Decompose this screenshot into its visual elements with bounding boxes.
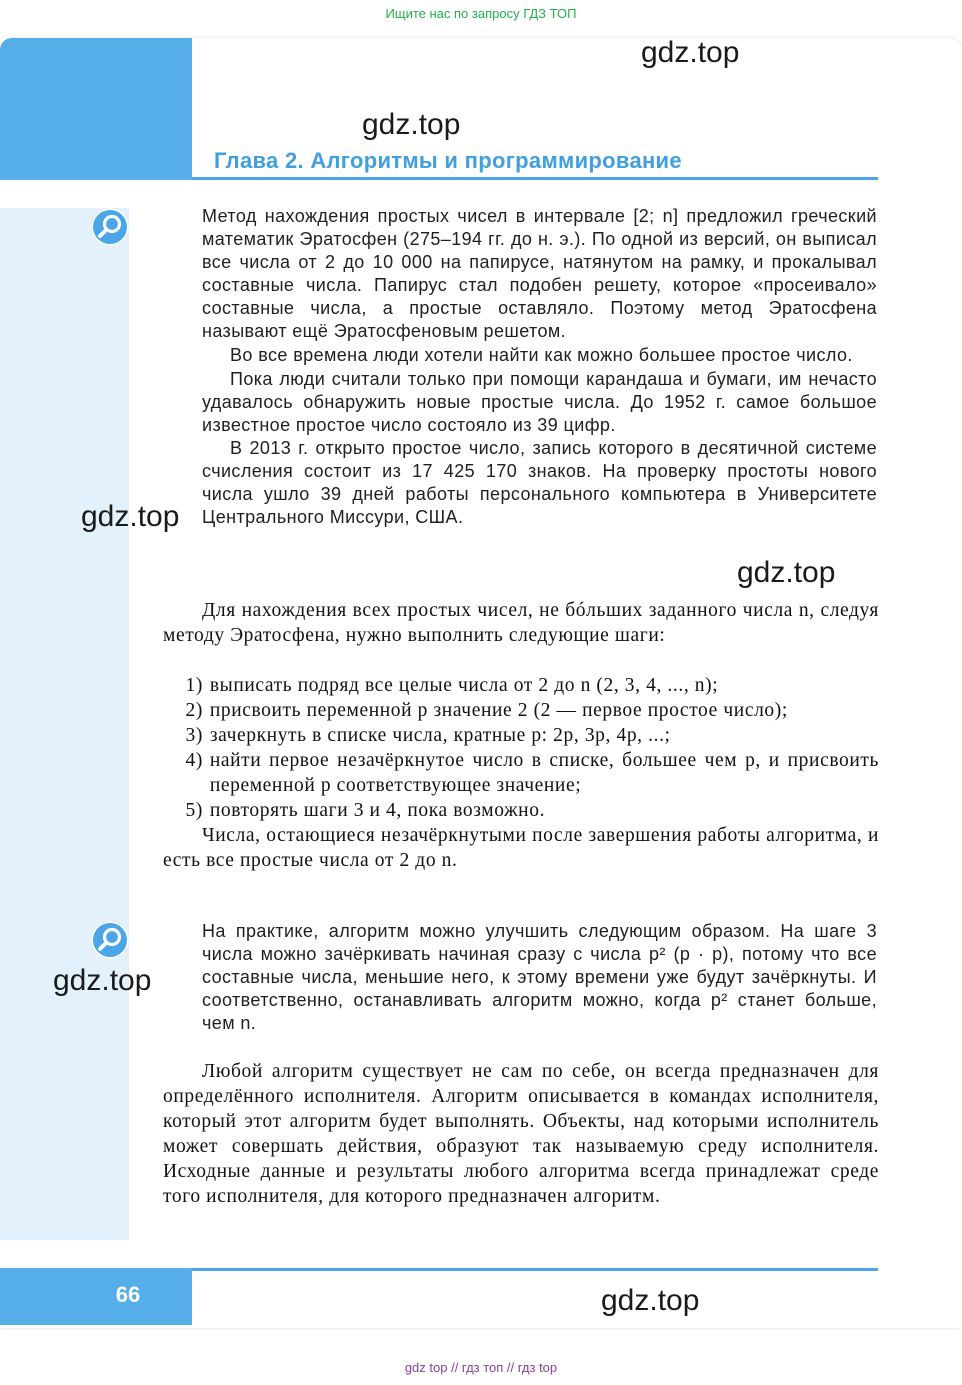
watermark: gdz.top <box>53 964 152 997</box>
algorithm-steps <box>163 673 879 873</box>
header-color-block <box>0 38 192 180</box>
list-item: 5) повторять шаги 3 и 4, пока возможно. <box>185 800 546 821</box>
body-paragraph: Числа, остающиеся незачёркнутыми после завершения работы алгоритма, и есть все простые числа от 2 до n. <box>163 825 879 871</box>
list-item: 2) присвоить переменной p значение 2 (2 — первое простое число); <box>185 700 788 721</box>
note-paragraph: Пока люди считали только при помощи карандаша и бумаги, им нечасто удавалось обнаружить новые простые числа. До 1952 г. самое большое известное простое число состояло из 39 цифр. <box>202 369 877 435</box>
body-paragraph: Любой алгоритм существует не сам по себе, он всегда предназначен для определённого исполнителя. Алгоритм описывается в командах исполнителя, который этот алгоритм будет выполнять. Объекты, над которыми исполнитель может совершать действия, образуют так называемую среду исполнителя. Исходные данные и результаты любого алгоритма всегда принадлежат среде того исполнителя, для которого предназначен алгоритм. <box>163 1061 879 1207</box>
top-banner[interactable]: Ищите нас по запросу ГДЗ ТОП <box>385 6 577 21</box>
watermark: gdz.top <box>362 108 461 141</box>
watermark: gdz.top <box>81 500 180 533</box>
watermark: gdz.top <box>641 36 740 69</box>
footer-rule <box>192 1268 878 1271</box>
chapter-title: Глава 2. Алгоритмы и программирование <box>214 148 682 173</box>
algorithm-intro <box>163 598 879 648</box>
note-paragraph: Метод нахождения простых чисел в интервале [2; n] предложил греческий математик Эратосфен (275–194 гг. до н. э.). По одной из версий, он выписал все числа от 2 до 10 000 на папирусе, натянутом на рамку, и прокалывал составные числа. Папирус стал подобен решету, которое «просеивало» составные числа, а простые оставляло. Поэтому метод Эратосфена называют ещё Эратосфеновым решетом. <box>202 206 877 341</box>
magnifier-icon <box>91 921 129 959</box>
bottom-links[interactable]: gdz top // гдз топ // гдз top <box>404 1360 558 1375</box>
note-paragraph: В 2013 г. открыто простое число, запись которого в десятичной системе счисления состоит из 17 425 170 знаков. На проверку простоты нового числа ушло 39 дней работы персонального компьютера в Университете Центрального Миссури, США. <box>202 438 877 527</box>
header-rule <box>192 177 878 180</box>
note-paragraph: На практике, алгоритм можно улучшить следующим образом. На шаге 3 числа можно зачёркивать начиная сразу с числа p² (p · p), потому что все составные числа, меньшие него, к этому времени уже будут зачёркнуты. И соответственно, останавливать алгоритм можно, когда p² станет больше, чем n. <box>202 921 877 1033</box>
note-paragraph: Во все времена люди хотели найти как можно большее простое число. <box>230 345 853 365</box>
executor-paragraph <box>163 1059 879 1209</box>
note-eratosthenes <box>202 205 877 529</box>
left-margin-strip <box>0 208 129 1240</box>
list-item: 3) зачеркнуть в списке числа, кратные p: 2p, 3p, 4p, ...; <box>185 725 671 746</box>
note-improvement <box>202 920 877 1035</box>
watermark: gdz.top <box>601 1284 700 1317</box>
watermark: gdz.top <box>737 556 836 589</box>
list-item: 4) найти первое незачёркнутое число в списке, большее чем p, и присвоить переменной p соответствующее значение; <box>185 750 879 796</box>
body-paragraph: Для нахождения всех простых чисел, не бóльших заданного числа n, следуя методу Эратосфена, нужно выполнить следующие шаги: <box>163 600 879 646</box>
magnifier-icon <box>91 208 129 246</box>
list-item: 1) выписать подряд все целые числа от 2 до n (2, 3, 4, ..., n); <box>185 675 719 696</box>
page-number: 66 <box>115 1282 141 1307</box>
